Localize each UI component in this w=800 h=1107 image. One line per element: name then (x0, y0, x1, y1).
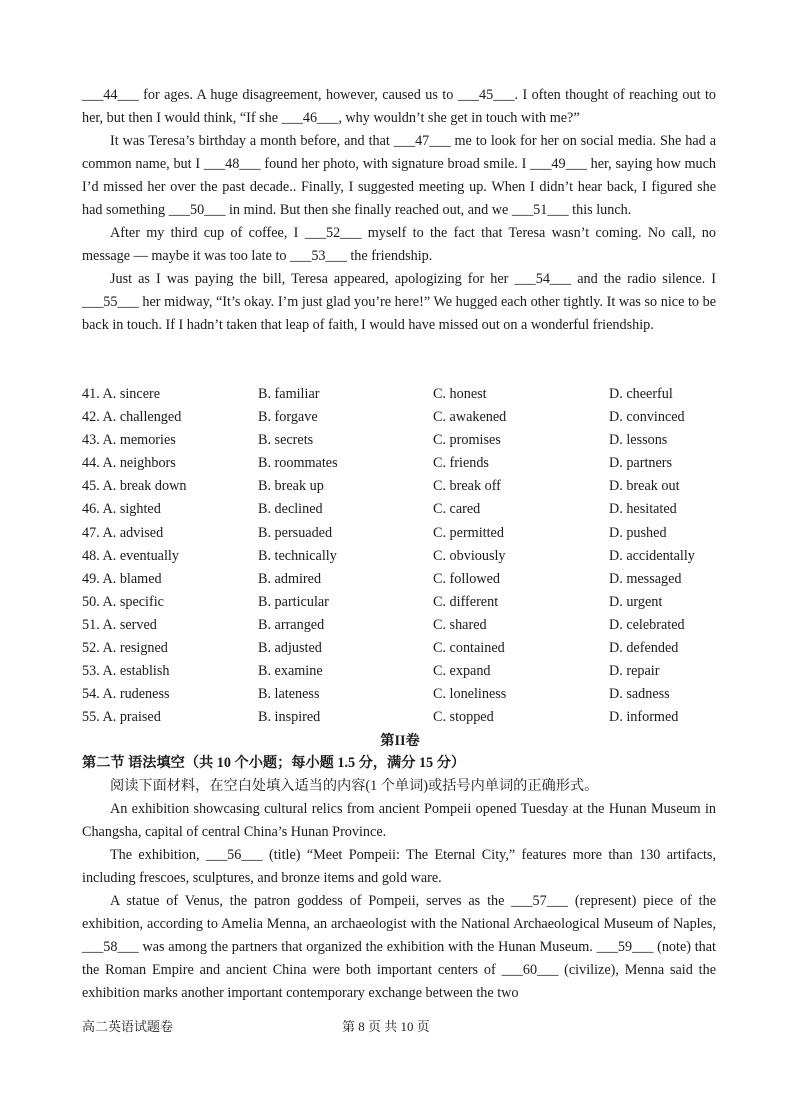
question-number: 54. (82, 686, 100, 703)
footer-exam-title: 高二英语试题卷 (82, 1019, 174, 1034)
option-a: 45. A. break down (82, 478, 187, 495)
page-footer (0, 1016, 800, 1036)
grammar-fill-section (82, 752, 716, 1005)
option-b: B. declined (258, 501, 323, 518)
option-c: C. loneliness (433, 686, 507, 703)
option-c: C. contained (433, 640, 505, 657)
option-d: D. cheerful (609, 386, 673, 402)
option-d: D. accidentally (609, 547, 695, 564)
question-number: 42. (82, 409, 100, 426)
option-a: 52. A. resigned (82, 640, 168, 657)
option-a: 51. A. served (82, 616, 157, 633)
option-d: D. defended (609, 640, 679, 657)
option-b: B. particular (258, 593, 329, 610)
passage-paragraph: The exhibition, ___56___ (title) “Meet Pompeii: The Eternal City,” features more than 130 artifacts, including frescoes, sculptures, and bronze items and gold ware. (82, 847, 716, 886)
option-c: C. cared (433, 501, 481, 518)
option-a: 43. A. memories (82, 432, 176, 449)
option-row (82, 498, 722, 521)
option-d: D. repair (609, 663, 660, 680)
option-c: C. obviously (433, 547, 506, 564)
option-a: 46. A. sighted (82, 501, 161, 518)
option-a: 49. A. blamed (82, 570, 162, 587)
question-number: 41. (82, 386, 100, 402)
option-b: B. lateness (258, 686, 320, 703)
option-a: 48. A. eventually (82, 547, 179, 564)
passage-paragraph: It was Teresa’s birthday a month before, and that ___47___ me to look for her on social media. She had a common name, but I ___48___ found her photo, with signature broad smile. I ___49___ her, saying how much I’d missed her over the past decade.. Finally, I suggested meeting up. When I didn’t hear back, I figured she had something ___50___ in mind. But then she finally reached out, and we ___51___ this lunch. (82, 133, 716, 218)
cloze-passage (82, 84, 716, 337)
option-row (82, 637, 722, 660)
passage-paragraph: An exhibition showcasing cultural relics from ancient Pompeii opened Tuesday at the Hunan Museum in Changsha, capital of central China’s Hunan Province. (82, 801, 716, 840)
option-c: C. followed (433, 570, 500, 587)
option-c: C. break off (433, 478, 501, 495)
option-b: B. technically (258, 547, 337, 564)
option-c: C. different (433, 593, 499, 610)
option-row (82, 568, 722, 591)
option-a: 54. A. rudeness (82, 686, 170, 703)
question-number: 47. (82, 524, 100, 541)
option-a: 50. A. specific (82, 593, 164, 610)
option-b: B. arranged (258, 616, 325, 633)
question-number: 49. (82, 570, 100, 587)
question-number: 53. (82, 663, 100, 680)
option-row (82, 591, 722, 614)
option-row (82, 429, 722, 452)
option-c: C. stopped (433, 709, 494, 726)
option-b: B. roommates (258, 455, 338, 472)
option-d: D. lessons (609, 432, 668, 449)
option-d: D. hesitated (609, 501, 677, 518)
option-row (82, 475, 722, 498)
option-a: 55. A. praised (82, 709, 161, 726)
option-b: B. break up (258, 478, 324, 495)
option-row (82, 614, 722, 637)
option-row (82, 706, 722, 729)
passage-paragraph: A statue of Venus, the patron goddess of Pompeii, serves as the ___57___ (represent) piece of the exhibition, according to Amelia Menna, an archaeologist with the National Archaeological Museum of Naples, ___58___ was among the partners that organized the exhibition with the Hunan Museum. ___59___ (note) that the Roman Empire and ancient China were both important centers of ___60___ (civilize), Menna said the exhibition marks another important contemporary exchange between the two (82, 893, 716, 1001)
option-d: D. informed (609, 709, 679, 726)
option-d: D. pushed (609, 524, 667, 541)
option-c: C. permitted (433, 524, 504, 541)
option-c: C. expand (433, 663, 491, 680)
option-d: D. urgent (609, 593, 663, 610)
option-d: D. celebrated (609, 616, 685, 633)
option-row (82, 683, 722, 706)
option-row (82, 545, 722, 568)
question-number: 52. (82, 640, 100, 657)
option-a: 47. A. advised (82, 524, 164, 541)
option-c: C. friends (433, 455, 489, 472)
option-a: 41. A. sincere (82, 386, 161, 402)
option-row (82, 660, 722, 683)
option-a: 42. A. challenged (82, 409, 182, 426)
footer-page-number: 第 8 页 共 10 页 (342, 1019, 430, 1034)
option-b: B. admired (258, 570, 322, 587)
passage-paragraph: After my third cup of coffee, I ___52___ myself to the fact that Teresa wasn’t coming. No call, no message — maybe it was too late to ___53___ the friendship. (82, 225, 716, 264)
question-number: 55. (82, 709, 100, 726)
option-d: D. convinced (609, 409, 685, 426)
option-row (82, 406, 722, 429)
option-d: D. partners (609, 455, 673, 472)
option-row (82, 522, 722, 545)
option-a: 53. A. establish (82, 663, 170, 680)
option-b: B. persuaded (258, 524, 333, 541)
option-b: B. secrets (258, 432, 314, 449)
option-d: D. break out (609, 478, 680, 495)
section-instruction: 阅读下面材料，在空白处填入适当的内容(1 个单词)或括号内单词的正确形式。 (110, 778, 599, 794)
section-heading: 第二节 语法填空（共 10 个小题；每小题 1.5 分，满分 15 分） (82, 755, 466, 771)
option-d: D. sadness (609, 686, 670, 703)
option-a: 44. A. neighbors (82, 455, 176, 472)
passage-paragraph: ___44___ for ages. A huge disagreement, however, caused us to ___45___. I often thought of reaching out to her, but then I would think, “If she ___46___, why wouldn’t she get in touch with me?” (82, 87, 716, 126)
option-c: C. promises (433, 432, 501, 449)
question-number: 51. (82, 616, 100, 633)
question-number: 50. (82, 593, 100, 610)
option-b: B. familiar (258, 386, 320, 402)
option-row (82, 383, 722, 406)
answer-options (82, 383, 722, 729)
option-b: B. examine (258, 663, 323, 680)
question-number: 45. (82, 478, 100, 495)
option-c: C. honest (433, 386, 487, 402)
question-number: 43. (82, 432, 100, 449)
option-c: C. shared (433, 616, 487, 633)
question-number: 44. (82, 455, 100, 472)
option-c: C. awakened (433, 409, 507, 426)
option-b: B. inspired (258, 709, 321, 726)
option-b: B. forgave (258, 409, 318, 426)
option-b: B. adjusted (258, 640, 322, 657)
section-title: 第II卷 (380, 733, 420, 749)
question-number: 48. (82, 547, 100, 564)
option-d: D. messaged (609, 570, 682, 587)
passage-paragraph: Just as I was paying the bill, Teresa appeared, apologizing for her ___54___ and the radio silence. I ___55___ her midway, “It’s okay. I’m just glad you’re here!” We hugged each other tightly. It was so nice to be back in touch. If I hadn’t taken that leap of faith, I would have missed out on a wonderful friendship. (82, 271, 716, 333)
option-row (82, 452, 722, 475)
question-number: 46. (82, 501, 100, 518)
